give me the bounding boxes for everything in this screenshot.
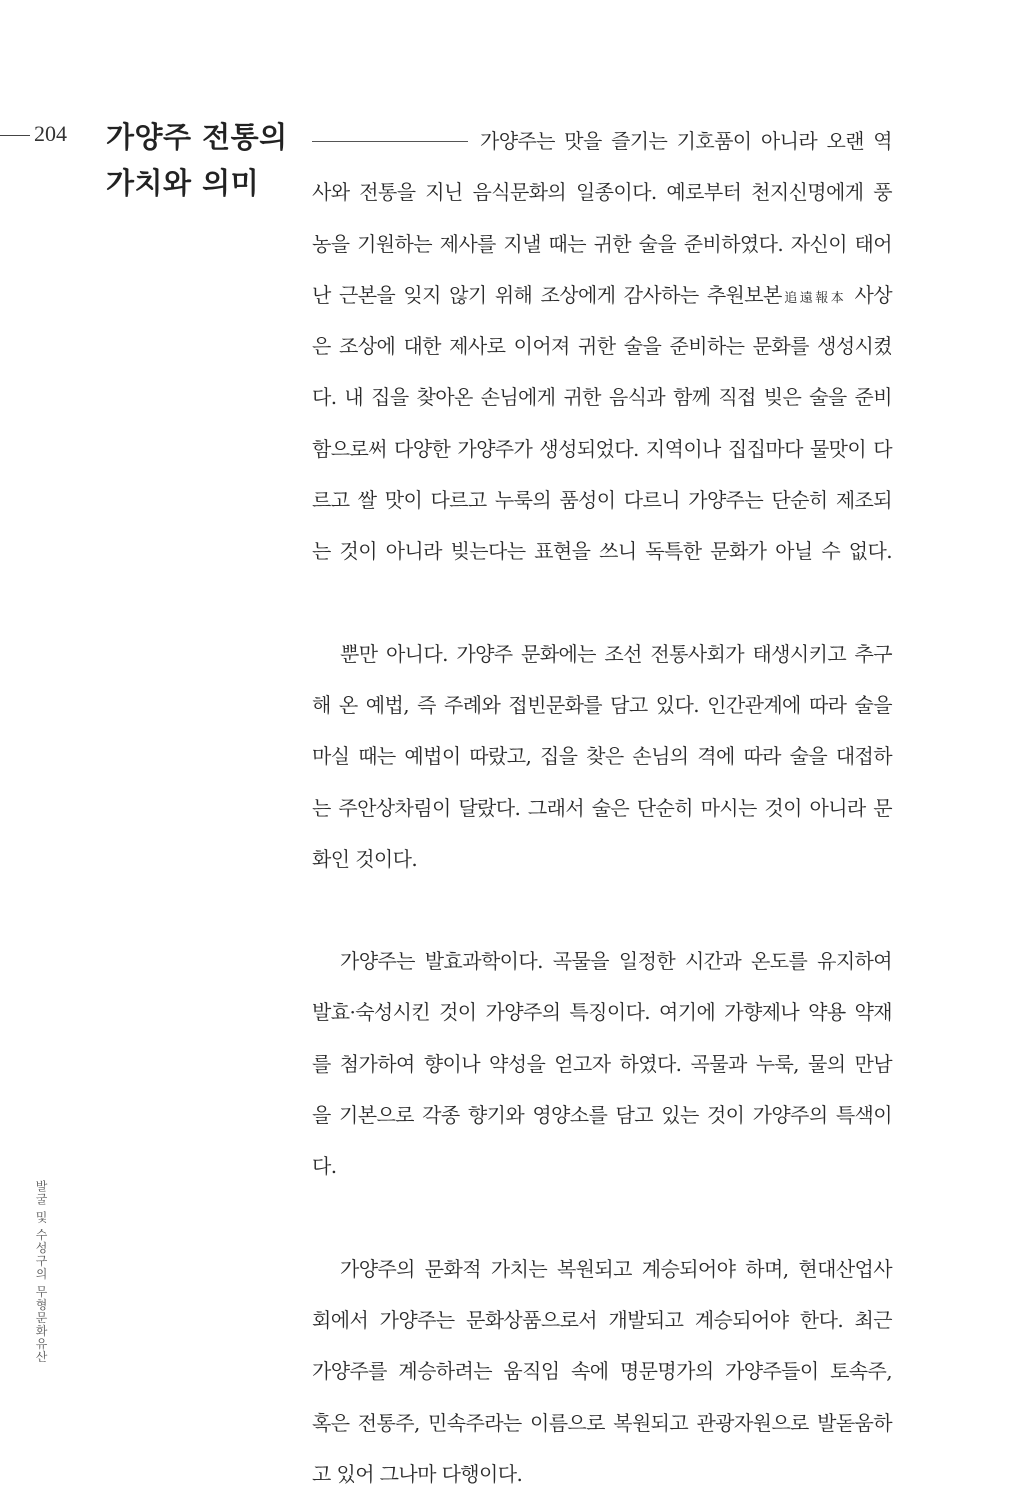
paragraph-line: 뿐만 아니다. 가양주 문화에는 조선 전통사회가 태생시키고 추구 xyxy=(340,641,892,666)
paragraph-line: 사와 전통을 지닌 음식문화의 일종이다. 예로부터 천지신명에게 풍 xyxy=(312,180,892,205)
paragraph-spacer xyxy=(312,578,892,629)
paragraph-line: 함으로써 다양한 가양주가 생성되었다. 지역이나 집집마다 물맛이 다 xyxy=(312,436,892,461)
paragraph-line: 마실 때는 예법이 따랐고, 집을 찾은 손님의 격에 따라 술을 대접하 xyxy=(312,744,892,769)
lead-in-rule xyxy=(312,141,468,142)
paragraph-4 xyxy=(312,1244,892,1500)
section-title-line-1: 가양주 전통의 xyxy=(106,120,288,154)
paragraph-line: 회에서 가양주는 문화상품으로서 개발되고 계승되어야 한다. 최근 xyxy=(312,1307,892,1332)
paragraph-line: 를 첨가하여 향이나 약성을 얻고자 하였다. 곡물과 누룩, 물의 만남 xyxy=(312,1051,892,1076)
paragraph-line: 가양주를 계승하려는 움직임 속에 명문명가의 가양주들이 토속주, xyxy=(312,1359,892,1384)
paragraph-line: 르고 쌀 맛이 다르고 누룩의 품성이 다르니 가양주는 단순히 제조되 xyxy=(312,488,892,513)
running-footer: 발굴 및 수성구의 무형문화유산 xyxy=(34,1180,48,1364)
line-text-tail: 사상 xyxy=(846,282,892,307)
paragraph-line xyxy=(312,116,892,167)
page-number: 204 xyxy=(34,121,67,146)
section-title xyxy=(106,114,286,206)
paragraph-line: 고 있어 그나마 다행이다. xyxy=(312,1461,523,1486)
paragraph-2 xyxy=(312,629,892,885)
paragraph-line: 발효·숙성시킨 것이 가양주의 특징이다. 여기에 가향제나 약용 약재 xyxy=(312,1000,892,1025)
paragraph-line: 다. xyxy=(312,1154,337,1179)
line-text: 난 근본을 잊지 않기 위해 조상에게 감사하는 추원보본 xyxy=(312,282,782,307)
paragraph-1 xyxy=(312,116,892,578)
paragraph-line: 해 온 예법, 즉 주례와 접빈문화를 담고 있다. 인간관계에 따라 술을 xyxy=(312,692,892,717)
paragraph-line: 가양주는 발효과학이다. 곡물을 일정한 시간과 온도를 유지하여 xyxy=(340,949,892,974)
paragraph-spacer xyxy=(312,885,892,936)
paragraph-line: 농을 기원하는 제사를 지낼 때는 귀한 술을 준비하였다. 자신이 태어 xyxy=(312,231,892,256)
paragraph-line: 혹은 전통주, 민속주라는 이름으로 복원되고 관광자원으로 발돋움하 xyxy=(312,1410,892,1435)
paragraph-spacer xyxy=(312,1193,892,1244)
section-title-line-2: 가치와 의미 xyxy=(106,166,260,200)
paragraph-line: 을 기본으로 각종 향기와 영양소를 담고 있는 것이 가양주의 특색이 xyxy=(312,1103,892,1128)
hanja-annotation: 追遠報本 xyxy=(781,290,847,306)
paragraph-line xyxy=(312,270,892,321)
paragraph-line: 다. 내 집을 찾아온 손님에게 귀한 음식과 함께 직접 빚은 술을 준비 xyxy=(312,385,892,410)
paragraph-3 xyxy=(312,936,892,1192)
page-number-rule xyxy=(0,135,30,136)
body-text xyxy=(312,116,892,1500)
paragraph-line: 가양주의 문화적 가치는 복원되고 계승되어야 하며, 현대산업사 xyxy=(340,1256,892,1281)
paragraph-line: 는 것이 아니라 빚는다는 표현을 쓰니 독특한 문화가 아닐 수 없다. xyxy=(312,539,892,564)
paragraph-line: 은 조상에 대한 제사로 이어져 귀한 술을 준비하는 문화를 생성시켰 xyxy=(312,334,892,359)
paragraph-line: 화인 것이다. xyxy=(312,846,418,871)
paragraph-line: 는 주안상차림이 달랐다. 그래서 술은 단순히 마시는 것이 아니라 문 xyxy=(312,795,892,820)
line-text: 가양주는 맛을 즐기는 기호품이 아니라 오랜 역 xyxy=(480,129,892,153)
